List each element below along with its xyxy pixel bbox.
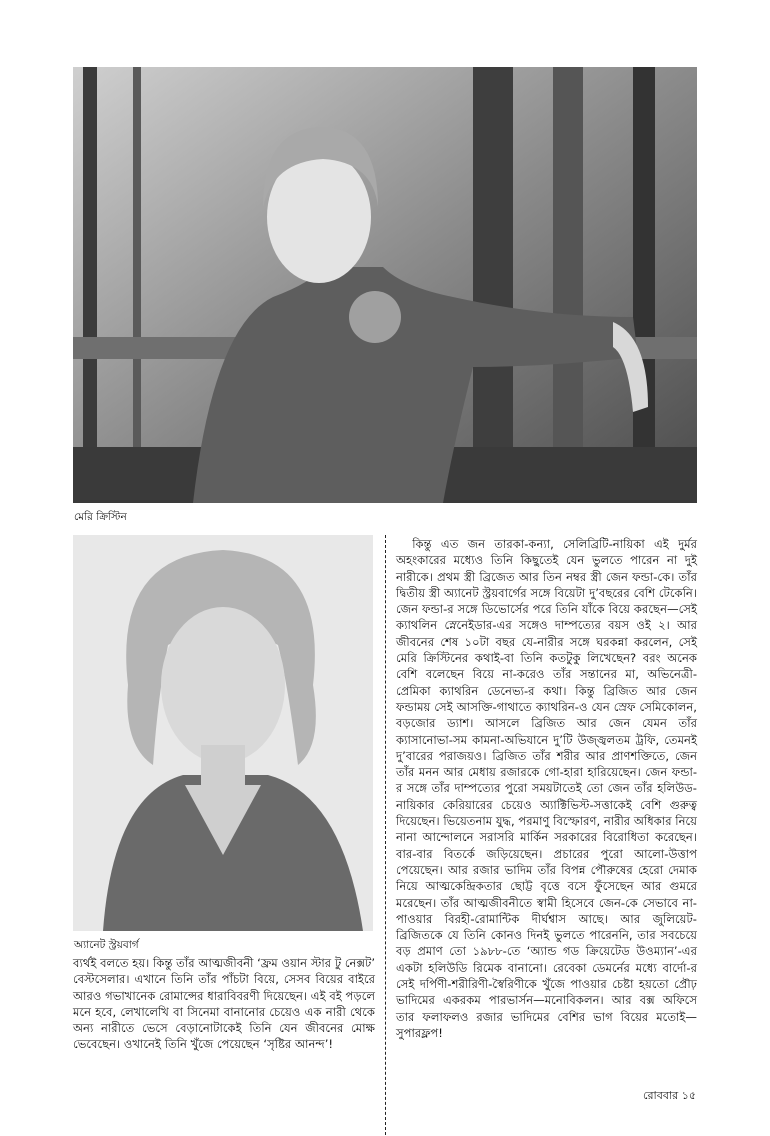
top-photo-illustration [73,67,697,503]
article-right-column: কিন্তু এত জন তারকা-কন্যা, সেলিব্রিটি-নায়িকা এই দুর্মর অহংকারের মধ্যেও তিনি কিছুতেই যেন ভুলতে পারেন না দুই নারীকে। প্রথম স্ত্রী ব্রিজেত আর তিন নম্বর স্ত্রী জেন ফন্ডা-কে। তাঁর দ্বিতীয় স্ত্রী অ্যানেট স্ট্রয়বার্গের সঙ্গে বিয়েটা দু’বছরের বেশি টেকেনি। জেন ফন্ডা-র সঙ্গে ডিভোর্সের পরে তিনি যাঁকে বিয়ে করছেন—সেই ক্যাথলিন স্নেনেইডার-এর সঙ্গেও দাম্পত্যের বয়স ওই ২। আর জীবনের শেষ ১০টা বছর যে-নারীর সঙ্গে ঘরকন্না করলেন, সেই মেরি ক্রিস্টিনের কথাই-বা তিনি কতটুকু লিখেছেন? বরং অনেক বেশি বলেছেন বিয়ে না-করেও তাঁর সন্তানের মা, অভিনেত্রী-প্রেমিকা ক্যাথরিন ডেনেভ্য-র কথা। কিন্তু ব্রিজিত আর জেন ফন্ডাময় সেই আসক্তি-গাথাতে ক্যাথরিন-ও যেন স্রেফ সেমিকোলন, বড়জোর ড্যাশ। আসলে ব্রিজিত আর জেন যেমন তাঁর ক্যাসানোভা-সম কামনা-অভিযানে দু’টি উজ্জ্বলতম ট্রফি, তেমনই দু’বারের পরাজয়ও। ব্রিজিত তাঁর শরীর আর প্রাণশক্তিতে, জেন তাঁর মনন আর মেধায় রজারকে গো-হারা হারিয়েছেন। জেন ফন্ডা-র সঙ্গে তাঁর দাম্পত্যের পুরো সময়টাতেই তো জেন তাঁর হলিউড-নায়িকার কেরিয়ারের চেয়েও অ্যাক্টিভিস্ট-সত্তাকেই বেশি গুরুত্ব দিয়েছেন। ভিয়েতনাম যুদ্ধ, পরমাণু বিস্ফোরণ, নারীর অধিকার নিয়ে নানা আন্দোলনে সরাসরি মার্কিন সরকারের বিরোধিতা করেছেন। বার-বার বিতর্কে জড়িয়েছেন। প্রচারের পুরো আলো-উত্তাপ পেয়েছেন। আর রজার ভাদিম তাঁর বিপন্ন পৌরুষের হেরো দেমাক নিয়ে আত্মকেন্দ্রিকতার ছোট্ট বৃত্তে বসে ফুঁসেছেন আর গুমরে মরেছেন। তাঁর আত্মজীবনীতে স্বামী হিসেবে জেন-কে সেভাবে না-পাওয়ার বিরহী-রোমান্টিক দীর্ঘশ্বাস আছে। আর জুলিয়েট-ব্রিজিতকে যে তিনি কোনও দিনই ভুলতে পারেননি, তার সবচেয়ে বড় প্রমাণ তো ১৯৮৮-তে ‘অ্যান্ড গড ক্রিয়েটেড উওম্যান’-এর একটা হলিউডি রিমেক বানানো। রেবেকা ডেমর্নের মধ্যে বার্দো-র সেই দর্পিণী-শরীরিণী-স্বৈরিণীকে খুঁজে পাওয়ার চেষ্টা হয়তো প্রৌঢ় ভাদিমের একরকম পারভার্সন—মনোবিকলন। আর বক্স অফিসে তার ফলাফলও রজার ভাদিমের বেশির ভাগ বিয়ের মতোই—সুপারফ্লপ! [396,537,697,1040]
bottom-photo-caption: অ্যানেট স্ট্রয়বার্গ [74,939,139,951]
bottom-photo-illustration [73,535,373,931]
top-photo [73,67,697,503]
article-left-column: ব্যর্থই বলতে হয়। কিন্তু তাঁর আত্মজীবনী ‘ফ্রম ওয়ান স্টার টু নেক্সট’ বেস্টসেলার। এখানে তিনি তাঁর পাঁচটা বিয়ে, সেসব বিয়ের বাইরে আরও গভাখানেক রোমান্সের ধারাবিবরণী দিয়েছেন। এই বই পড়লে মনে হবে, লেখালেখি বা সিনেমা বানানোর চেয়েও এক নারী থেকে অন্য নারীতে ভেসে বেড়ানোটাকেই তিনি যেন জীবনের মোক্ষ ভেবেছেন। ওখানেই তিনি খুঁজে পেয়েছেন ‘সৃষ্টির আনন্দ’! [73,956,375,1052]
column-divider [385,535,386,1135]
top-photo-caption: মেরি ক্রিস্টিন [74,511,127,523]
page-footer: রোববার ১৫ [643,1089,696,1102]
bottom-photo [73,535,373,931]
